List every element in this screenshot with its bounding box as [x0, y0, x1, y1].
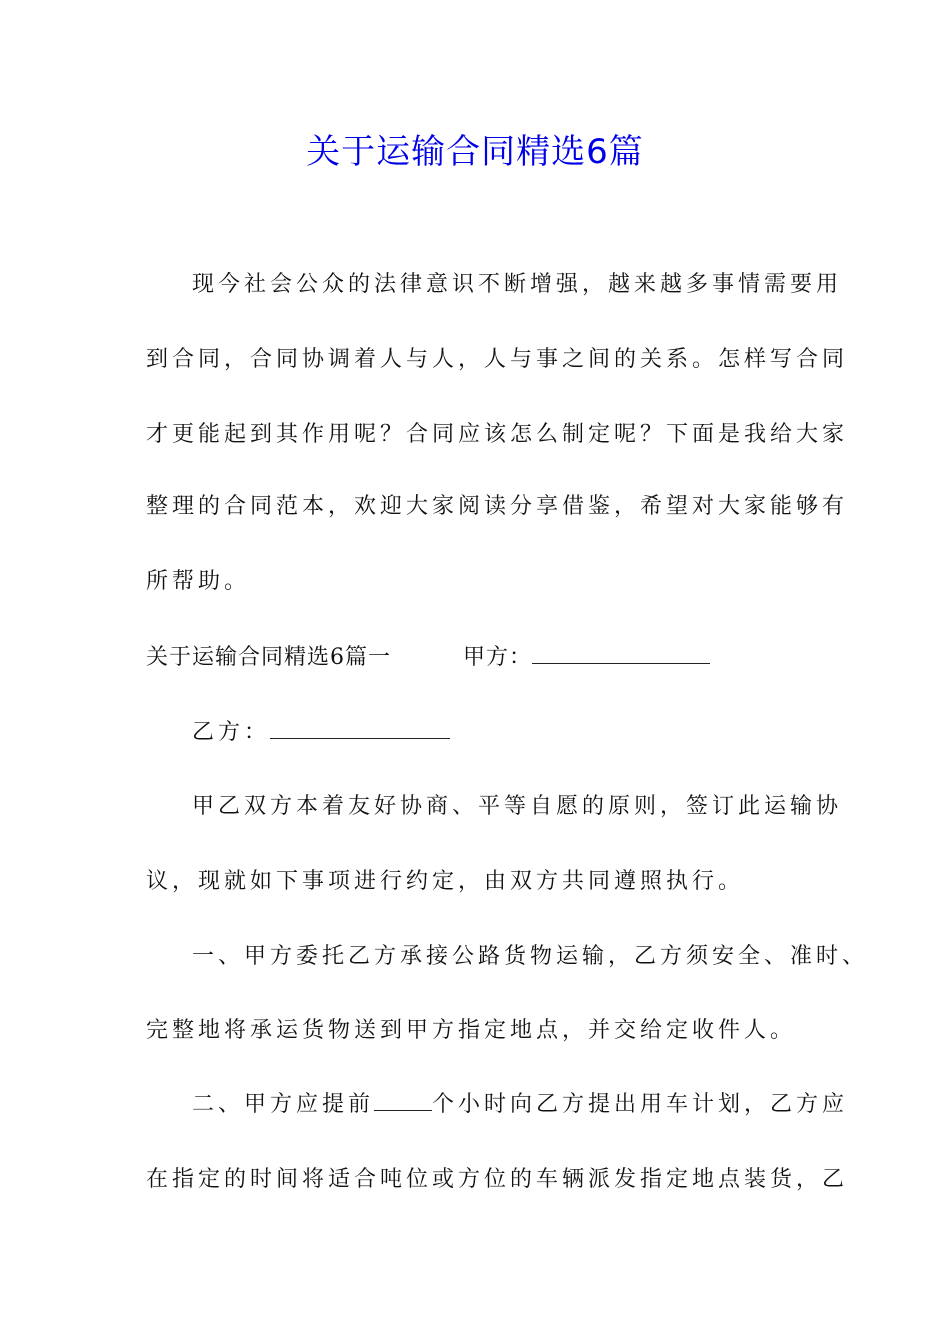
intro-line-2: 到合同，合同协调着人与人，人与事之间的关系。怎样写合同	[146, 347, 849, 372]
clause-2-line-2: 在指定的时间将适合吨位或方位的车辆派发指定地点装货，乙	[146, 1167, 849, 1192]
section-heading-row	[146, 643, 826, 673]
body-line-2: 议，现就如下事项进行约定，由双方共同遵照执行。	[146, 869, 745, 894]
clause-2-before-blank: 二、甲方应提前	[192, 1092, 375, 1117]
clause-2-row	[192, 1090, 872, 1120]
hours-blank	[374, 1090, 432, 1111]
party-b-row	[192, 718, 872, 748]
intro-line-3: 才更能起到其作用呢？合同应该怎么制定呢？下面是我给大家	[146, 422, 849, 447]
intro-line-1: 现今社会公众的法律意识不断增强，越来越多事情需要用	[192, 272, 843, 297]
intro-line-4: 整理的合同范本，欢迎大家阅读分享借鉴，希望对大家能够有	[146, 494, 849, 519]
body-line-3: 一、甲方委托乙方承接公路货物运输，乙方须安全、准时、	[192, 944, 869, 969]
section-heading: 关于运输合同精选6篇一	[146, 645, 391, 670]
intro-line-5: 所帮助。	[146, 569, 251, 594]
party-a-label: 甲方：	[463, 645, 533, 670]
party-b-label: 乙方：	[192, 720, 271, 745]
document-title: 关于运输合同精选6篇	[306, 132, 644, 172]
party-a-blank	[532, 643, 710, 664]
body-line-1: 甲乙双方本着友好协商、平等自愿的原则，签订此运输协	[192, 794, 843, 819]
body-line-4: 完整地将承运货物送到甲方指定地点，并交给定收件人。	[146, 1018, 797, 1043]
clause-2-after-blank: 个小时向乙方提出用车计划，乙方应	[432, 1092, 849, 1117]
party-b-blank	[270, 718, 450, 739]
